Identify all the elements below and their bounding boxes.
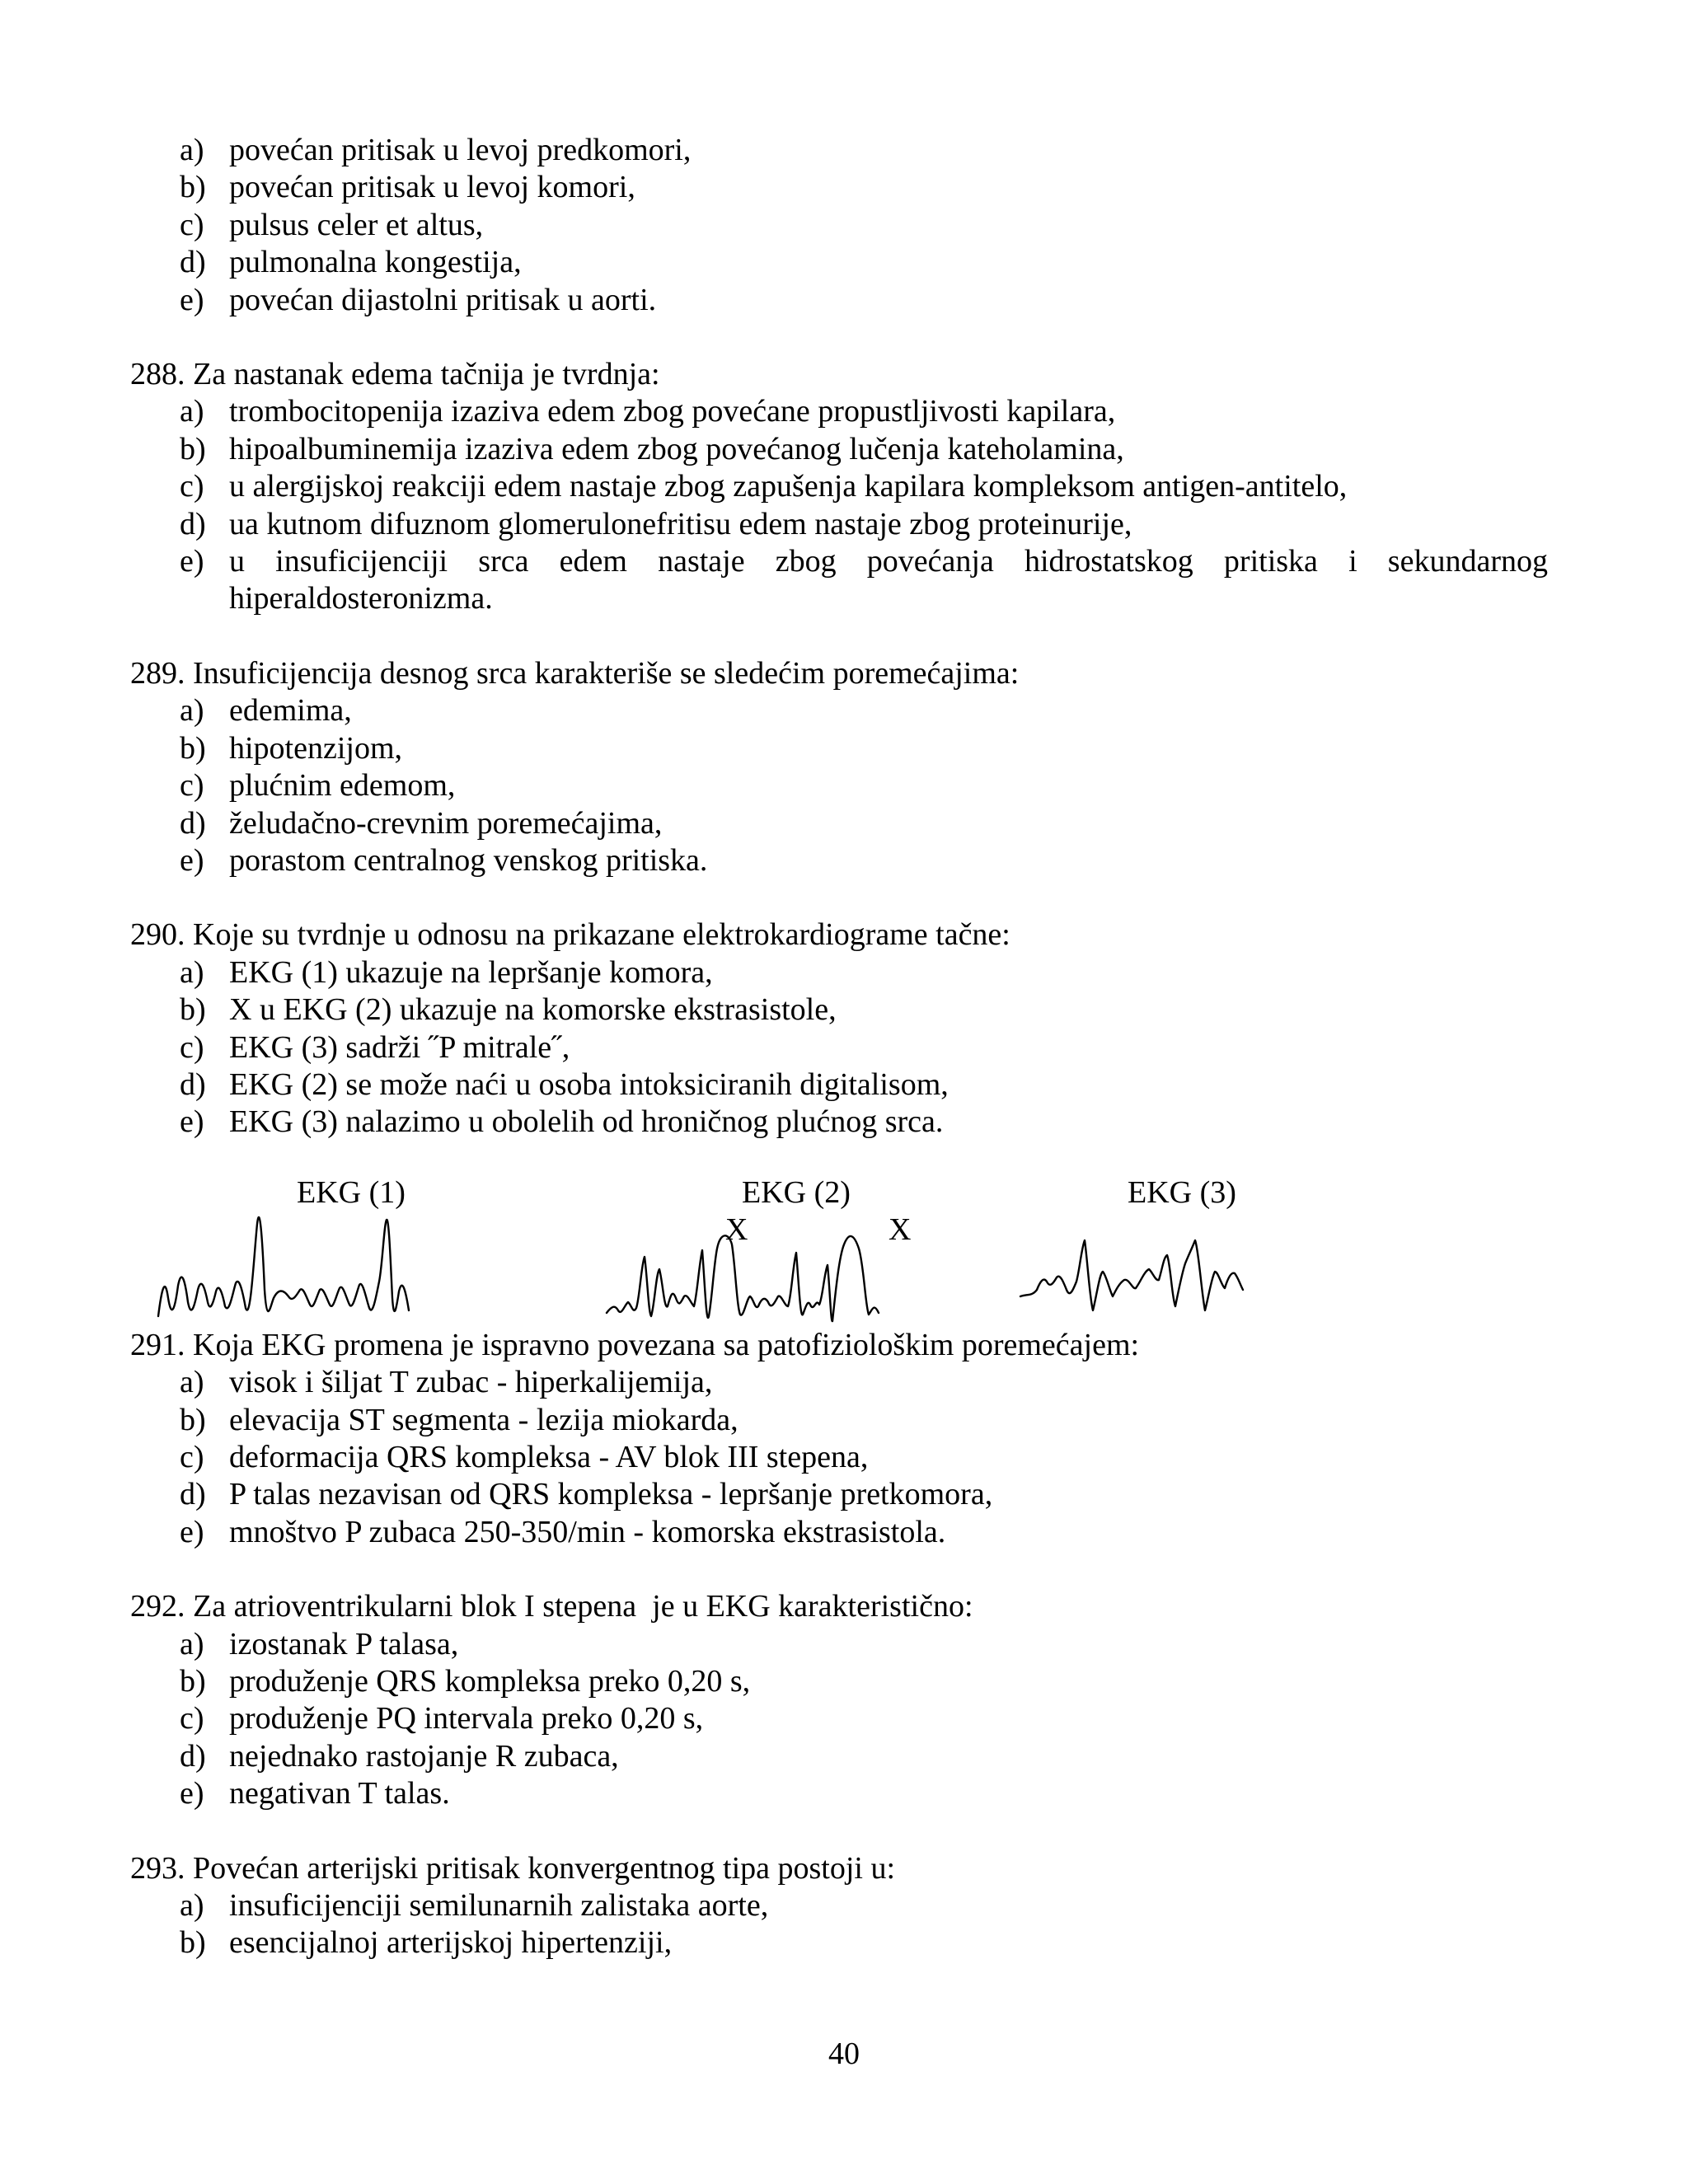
option-letter: b) <box>180 992 206 1028</box>
option-text: edemima, <box>229 693 352 729</box>
option-text: povećan pritisak u levoj predkomori, <box>229 133 692 167</box>
option-a <box>130 954 1548 991</box>
option-letter: e) <box>180 1776 204 1811</box>
option-letter: d) <box>180 805 206 841</box>
option-b <box>130 730 1548 767</box>
option-letter: a) <box>180 954 204 990</box>
option-text: mnoštvo P zubaca 250-350/min - komorska ekstrasistola. <box>229 1514 946 1549</box>
option-b <box>130 431 1548 468</box>
option-c <box>130 468 1548 505</box>
option-text: elevacija ST segmenta - lezija miokarda, <box>229 1402 738 1437</box>
option-letter: c) <box>180 1029 204 1065</box>
option-text: povećan pritisak u levoj komori, <box>229 170 635 205</box>
option-text: esencijalnoj arterijskoj hipertenziji, <box>229 1925 673 1961</box>
question-title: 290. Koje su tvrdnje u odnosu na prikazane elektrokardiograme tačne: <box>130 917 1010 953</box>
option-d <box>130 244 1548 281</box>
option-text: EKG (3) sadrži ˝P mitrale˝, <box>229 1029 570 1065</box>
option-e <box>130 842 1548 879</box>
option-text: povećan dijastolni pritisak u aorti. <box>229 282 657 317</box>
ekg-2-x-marker-1: X <box>725 1212 748 1247</box>
option-text: ua kutnom difuznom glomerulonefritisu edem nastaje zbog proteinurije, <box>229 506 1132 541</box>
option-letter: b) <box>180 1925 206 1961</box>
option-text: pulmonalna kongestija, <box>229 245 522 280</box>
option-letter: d) <box>180 245 206 280</box>
ekg-3-trace <box>1020 1240 1243 1310</box>
option-d <box>130 1066 1548 1104</box>
ekg-2-x-marker-2: X <box>889 1212 912 1247</box>
option-letter: d) <box>180 1066 206 1102</box>
option-b <box>130 991 1548 1029</box>
option-text: u alergijskoj reakciji edem nastaje zbog zapušenja kapilara kompleksom antigen-antitelo, <box>229 469 1348 504</box>
option-d <box>130 506 1548 543</box>
option-text: EKG (1) ukazuje na lepršanje komora, <box>229 954 713 990</box>
option-a <box>130 1626 1548 1663</box>
ekg-traces <box>130 1174 1548 1327</box>
option-c <box>130 1439 1548 1476</box>
page-number: 40 <box>828 2036 860 2071</box>
option-d <box>130 1476 1548 1513</box>
option-c <box>130 767 1548 804</box>
option-text: negativan T talas. <box>229 1776 450 1811</box>
option-c <box>130 1029 1548 1066</box>
option-e <box>130 543 1548 618</box>
option-letter: b) <box>180 431 206 466</box>
ekg-3-label: EKG (3) <box>1128 1174 1236 1210</box>
option-letter: b) <box>180 1664 206 1699</box>
option-text: hipotenzijom, <box>229 730 403 766</box>
option-text: izostanak P talasa, <box>229 1626 459 1661</box>
option-letter: d) <box>180 1738 206 1774</box>
question-title: 288. Za nastanak edema tačnija je tvrdnja: <box>130 357 660 392</box>
option-b <box>130 1924 1548 1961</box>
option-text: u insuficijenciji srca edem nastaje zbog povećanja hidrostatskog pritiska i sekundarnog hiperaldosteronizma. <box>229 544 1548 616</box>
option-letter: a) <box>180 1888 204 1924</box>
option-e <box>130 1514 1548 1551</box>
option-text: trombocitopenija izaziva edem zbog povećane propustljivosti kapilara, <box>229 394 1116 429</box>
option-letter: b) <box>180 1402 206 1437</box>
option-letter: a) <box>180 1626 204 1661</box>
option-text: EKG (2) se može naći u osoba intoksiciranih digitalisom, <box>229 1066 949 1102</box>
option-e <box>130 282 1548 319</box>
option-letter: a) <box>180 394 204 429</box>
option-text: EKG (3) nalazimo u obolelih od hroničnog plućnog srca. <box>229 1104 944 1140</box>
option-text: hipoalbuminemija izaziva edem zbog povećanog lučenja kateholamina, <box>229 431 1124 466</box>
ekg-2-label: EKG (2) <box>742 1174 851 1210</box>
option-e <box>130 1775 1548 1812</box>
ekg-2-trace <box>607 1235 879 1321</box>
option-letter: a) <box>180 133 204 167</box>
option-letter: b) <box>180 730 206 766</box>
question-291 <box>130 1327 1548 1551</box>
option-letter: c) <box>180 768 204 804</box>
option-letter: d) <box>180 506 206 541</box>
option-b <box>130 1402 1548 1439</box>
ekg-1-label: EKG (1) <box>297 1174 406 1210</box>
option-c <box>130 1700 1548 1737</box>
option-text: insuficijenciji semilunarnih zalistaka aorte, <box>229 1888 769 1924</box>
option-letter: c) <box>180 1701 204 1736</box>
option-a <box>130 132 1548 169</box>
option-text: deformacija QRS kompleksa - AV blok III stepena, <box>229 1439 869 1474</box>
question-292 <box>130 1588 1548 1812</box>
option-c <box>130 207 1548 244</box>
question-287-options <box>130 132 1548 319</box>
option-text: P talas nezavisan od QRS kompleksa - lepršanje pretkomora, <box>229 1477 993 1512</box>
option-text: pulsus celer et altus, <box>229 207 484 242</box>
option-letter: e) <box>180 1104 204 1140</box>
question-title: 289. Insuficijencija desnog srca karakteriše se sledećim poremećajima: <box>130 655 1020 691</box>
ekg-figures <box>130 1174 1548 1327</box>
option-d <box>130 1738 1548 1775</box>
option-b <box>130 1663 1548 1700</box>
option-letter: e) <box>180 1514 204 1549</box>
option-letter: e) <box>180 544 204 579</box>
option-text: produženje PQ intervala preko 0,20 s, <box>229 1701 704 1736</box>
option-e <box>130 1104 1548 1141</box>
option-a <box>130 1364 1548 1401</box>
option-text: visok i šiljat T zubac - hiperkalijemija, <box>229 1365 713 1400</box>
option-text: X u EKG (2) ukazuje na komorske ekstrasistole, <box>229 992 837 1028</box>
option-letter: c) <box>180 469 204 504</box>
option-letter: d) <box>180 1477 206 1512</box>
option-text: želudačno-crevnim poremećajima, <box>229 805 663 841</box>
option-d <box>130 805 1548 842</box>
question-290 <box>130 916 1548 1141</box>
option-letter: e) <box>180 282 204 317</box>
question-289 <box>130 655 1548 879</box>
question-288 <box>130 356 1548 618</box>
question-title: 291. Koja EKG promena je ispravno povezana sa patofiziološkim poremećajem: <box>130 1327 1140 1362</box>
option-text: produženje QRS kompleksa preko 0,20 s, <box>229 1664 751 1699</box>
option-text: nejednako rastojanje R zubaca, <box>229 1738 619 1774</box>
option-a <box>130 1887 1548 1924</box>
document-page <box>130 132 1548 1962</box>
question-293 <box>130 1850 1548 1962</box>
option-letter: b) <box>180 170 206 205</box>
option-a <box>130 692 1548 729</box>
ekg-1-trace <box>158 1217 409 1316</box>
option-letter: e) <box>180 842 204 878</box>
option-letter: c) <box>180 1439 204 1474</box>
option-letter: c) <box>180 207 204 242</box>
option-b <box>130 169 1548 206</box>
option-letter: a) <box>180 1365 204 1400</box>
question-title: 293. Povećan arterijski pritisak konvergentnog tipa postoji u: <box>130 1850 896 1886</box>
option-a <box>130 393 1548 430</box>
question-title: 292. Za atrioventrikularni blok I stepena je u EKG karakteristično: <box>130 1589 973 1624</box>
option-text: porastom centralnog venskog pritiska. <box>229 842 708 878</box>
option-letter: a) <box>180 693 204 729</box>
option-text: plućnim edemom, <box>229 768 456 804</box>
